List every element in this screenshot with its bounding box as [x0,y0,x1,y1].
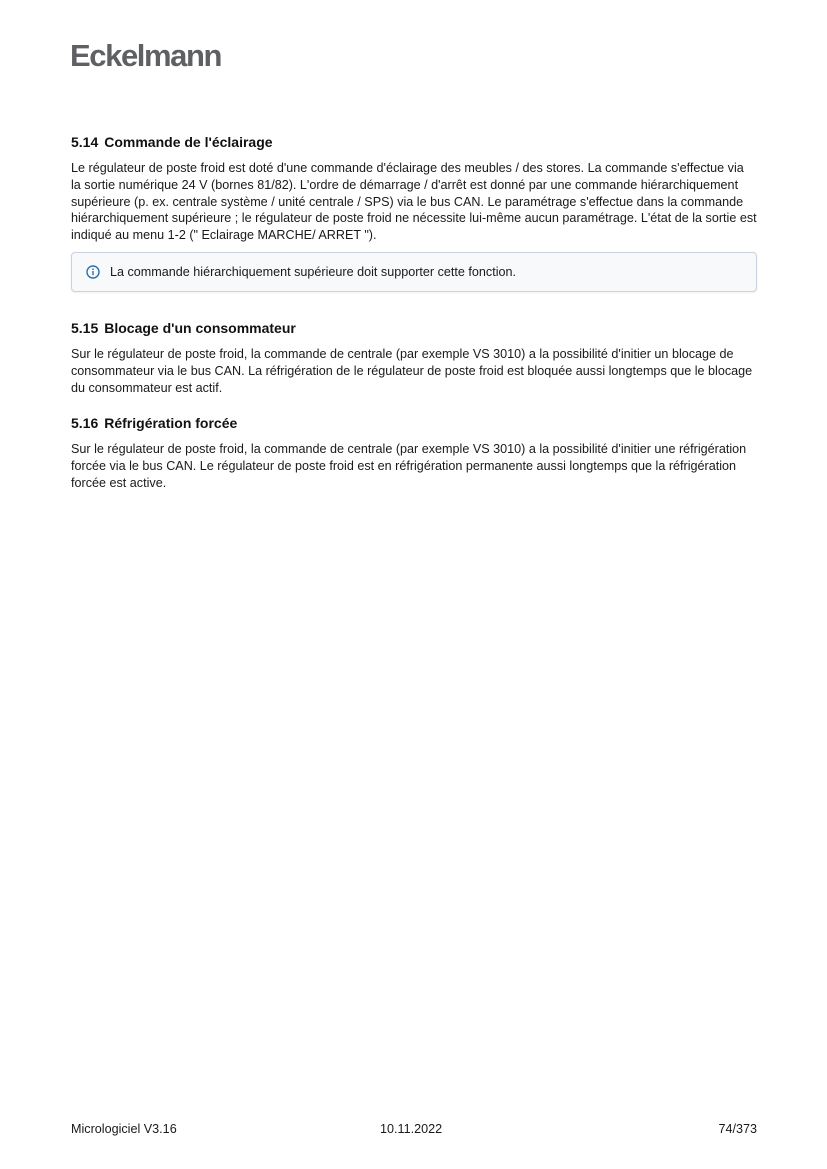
section-paragraph: Sur le régulateur de poste froid, la commande de centrale (par exemple VS 3010) a la possibilité d'initier un blocage de consommateur via le bus CAN. La réfrigération de le régulateur de poste froid est bloquée aussi longtemps que le blocage du consommateur est actif. [71,346,753,395]
section-number: 5.15 [71,319,99,336]
section-title: Commande de l'éclairage [104,134,273,150]
info-icon [86,265,100,279]
section-5-16 [71,414,757,491]
section-5-14 [71,133,757,292]
page-footer [71,1122,757,1140]
footer-page-number: 74/373 [718,1122,757,1136]
info-note-text: La commande hiérarchiquement supérieure doit supporter cette fonction. [110,264,517,279]
info-note [71,252,757,292]
section-title: Blocage d'un consommateur [104,319,296,336]
section-paragraph: Sur le régulateur de poste froid, la commande de centrale (par exemple VS 3010) a la possibilité d'initier une réfrigération forcée via le bus CAN. Le régulateur de poste froid est en réfrigération permanente aussi longtemps que la réfrigération forcée est active. [71,442,747,490]
footer-firmware-version: Micrologiciel V3.16 [71,1122,177,1136]
section-title: Réfrigération forcée [104,415,238,432]
eckelmann-logo: Eckelmann [70,38,222,73]
section-paragraph: Le régulateur de poste froid est doté d'une commande d'éclairage des meubles / des stores. La commande s'effectue via la sortie numérique 24 V (bornes 81/82). L'ordre de démarrage / d'arrêt est donné par une commande hiérarchiquement supérieure (p. ex. centrale système / unité centrale / SPS) via le bus CAN. Le paramétrage s'effectue dans la commande hiérarchiquement supérieure ; le régulateur de poste froid ne nécessite lui-même aucun paramétrage. L'état de la sortie est indiqué au menu 1-2 (" Eclairage MARCHE/ ARRET "). [71,161,757,243]
document-body [71,133,757,492]
section-number: 5.16 [71,415,99,432]
section-5-15 [71,319,757,396]
section-heading [71,319,757,337]
footer-date: 10.11.2022 [380,1122,443,1136]
section-number: 5.14 [71,134,99,150]
section-heading [71,414,757,432]
section-heading [71,133,757,151]
